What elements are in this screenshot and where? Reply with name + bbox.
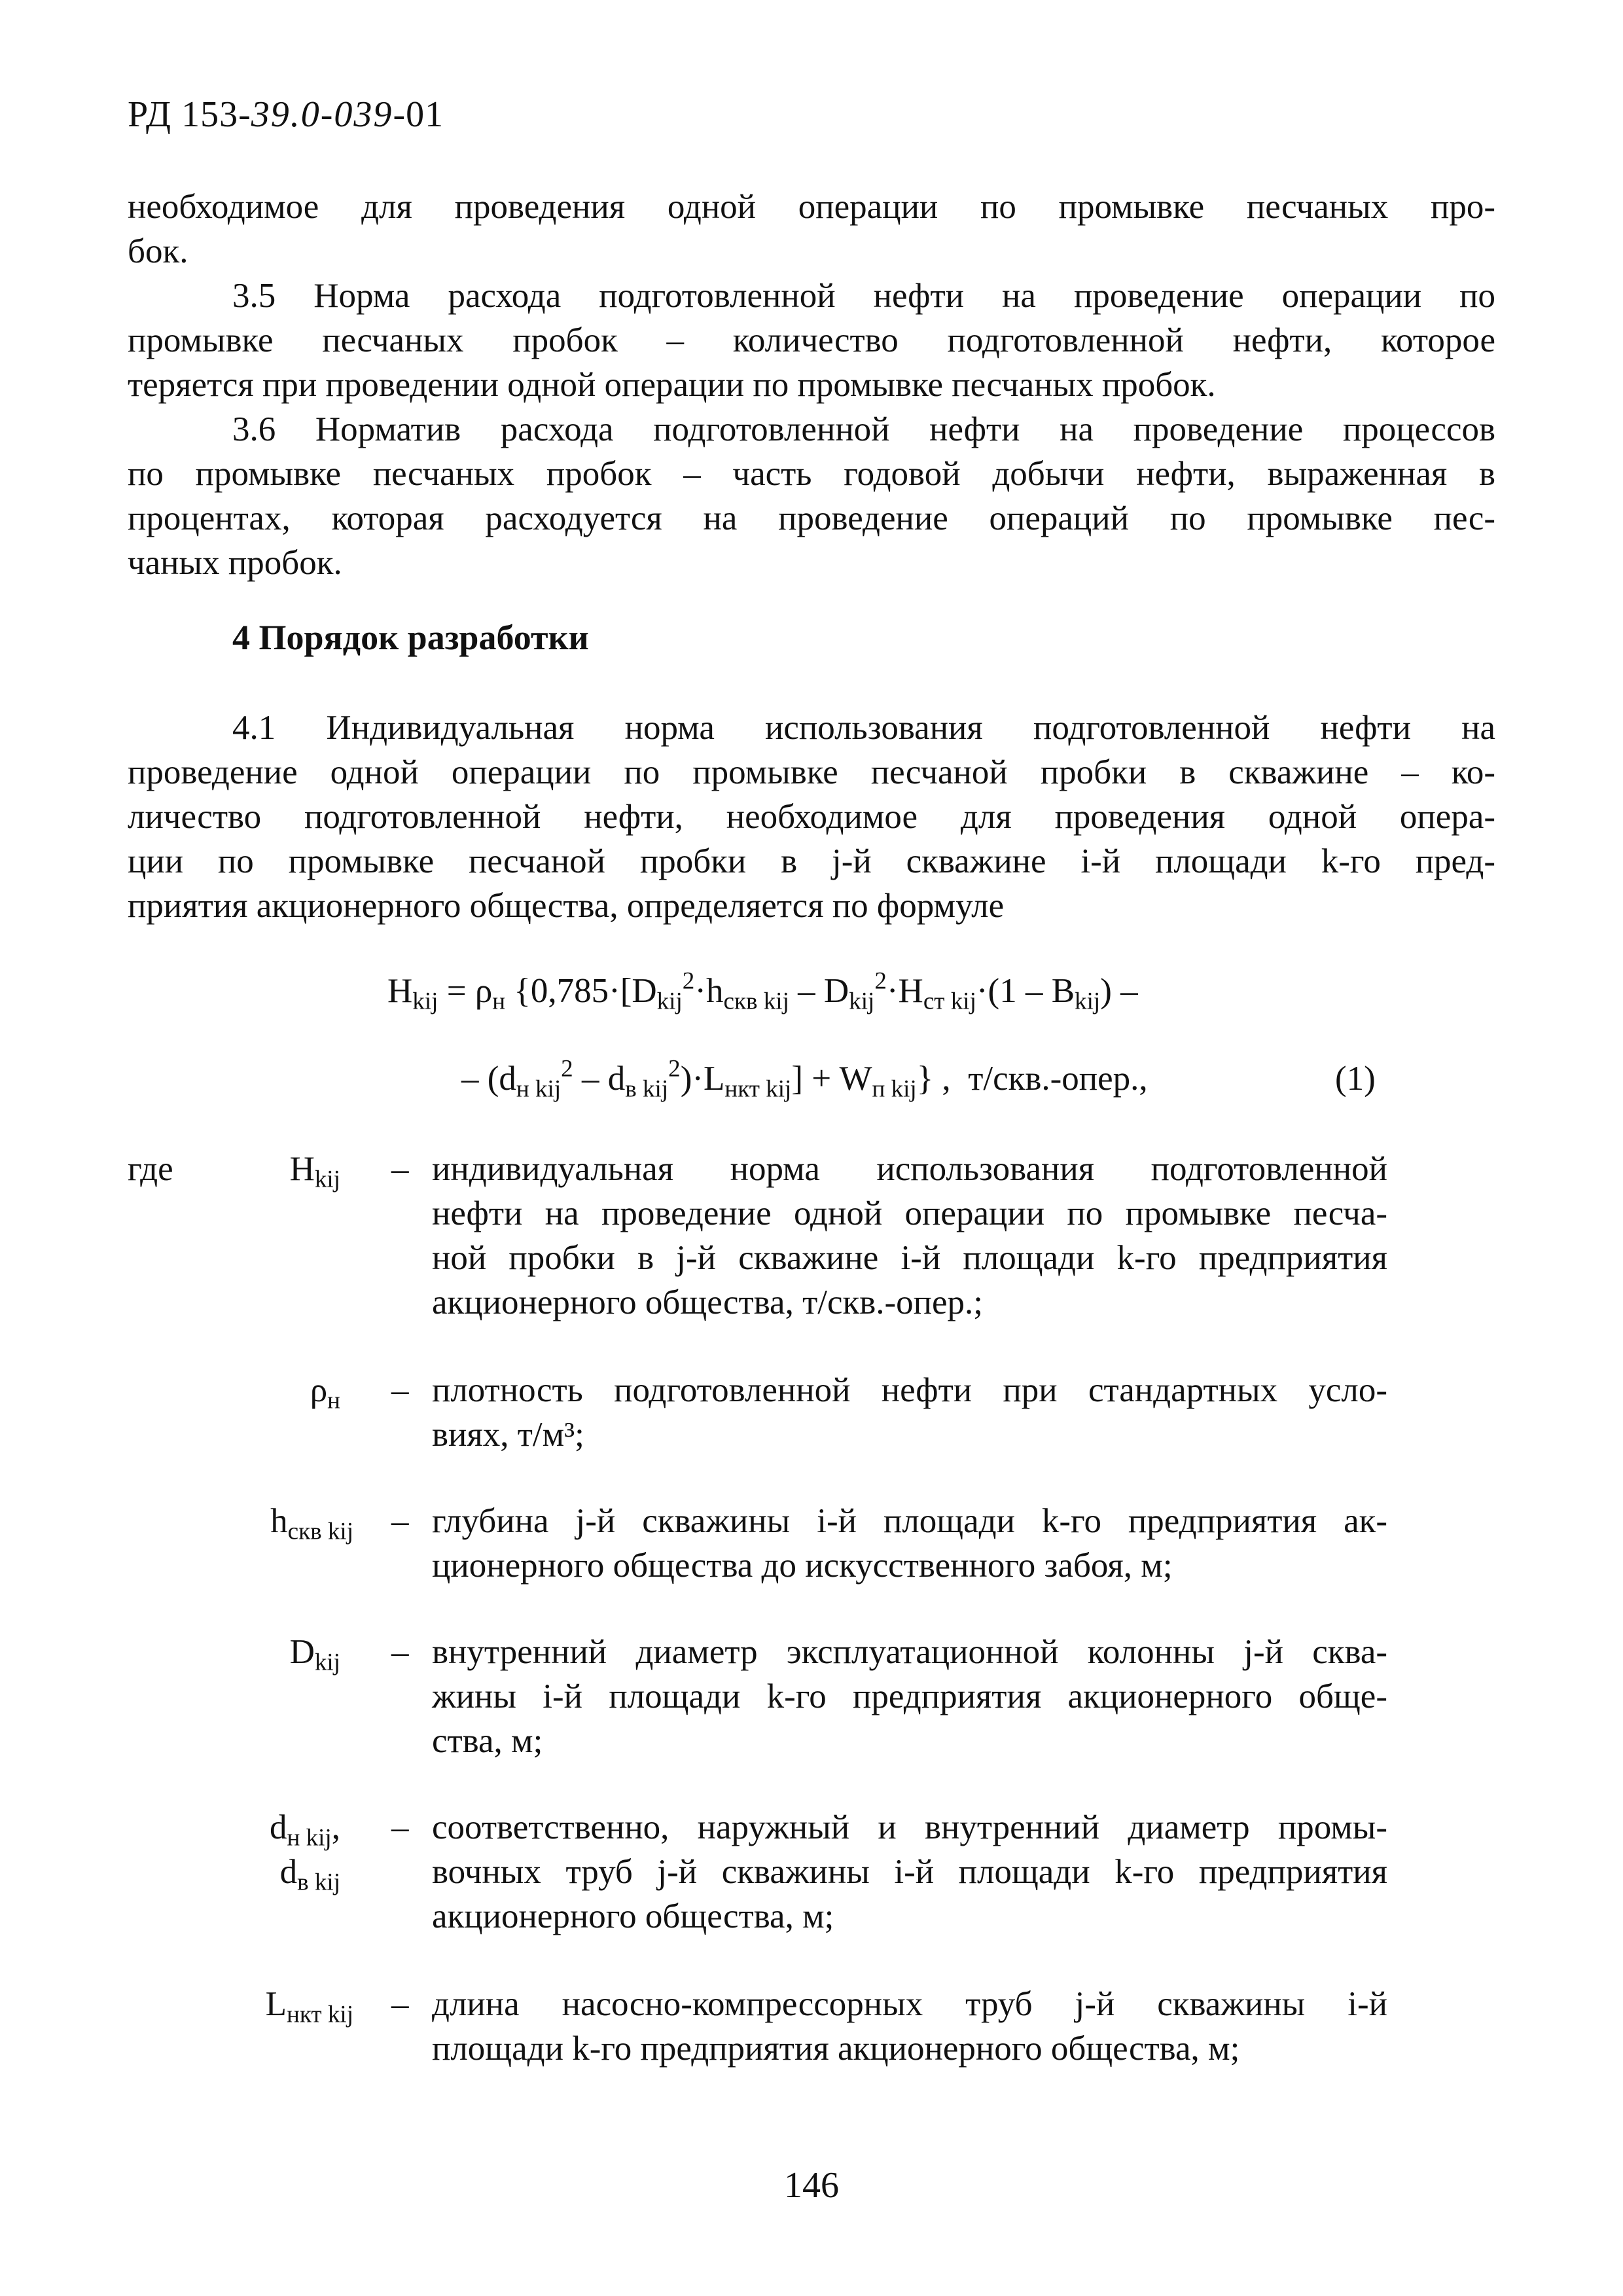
definition-dash: – — [391, 1633, 409, 1671]
document-code — [128, 92, 444, 137]
symbol-h-skv-kij: $h_{скв kij}$ — [270, 1502, 353, 1545]
definition-dash: – — [391, 1150, 409, 1188]
definition-line: ства, м; — [432, 1722, 543, 1760]
definition-dash: – — [391, 1808, 409, 1846]
definition-line: нефти на проведение одной операции по промывке песча- — [432, 1194, 1387, 1232]
paragraph-line: 3.5 Норма расхода подготовленной нефти на проведение операции по — [232, 277, 1495, 315]
paragraph-line: ции по промывке песчаной пробки в j-й скважине i-й площади k-го пред- — [128, 842, 1495, 880]
definition-line: плотность подготовленной нефти при стандартных усло- — [432, 1371, 1387, 1409]
symbol-H-kij: $H_{kij}$ — [289, 1150, 340, 1193]
definition-line: глубина j-й скважины i-й площади k-го предприятия ак- — [432, 1502, 1387, 1540]
paragraph-line: теряется при проведении одной операции по промывке песчаных пробок. — [128, 366, 1216, 404]
paragraph-line: бок. — [128, 232, 188, 270]
symbol-d-v-kij: $d_{в kij}$ — [279, 1853, 340, 1896]
where-label: где — [128, 1150, 173, 1188]
equation-number: (1) — [1335, 1060, 1376, 1098]
paragraph-line: проведение одной операции по промывке песчаной пробки в скважине – ко- — [128, 753, 1495, 791]
formula-unit: т/скв.-опер., — [968, 1060, 1148, 1098]
definition-dash: – — [391, 1371, 409, 1409]
definition-line: жины i-й площади k-го предприятия акционерного обще- — [432, 1677, 1387, 1715]
definition-line: внутренний диаметр эксплуатационной колонны j-й сква- — [432, 1633, 1387, 1671]
definition-line: индивидуальная норма использования подготовленной — [432, 1150, 1387, 1188]
definition-line: ной пробки в j-й скважине i-й площади k-го предприятия — [432, 1239, 1387, 1277]
paragraph-line: промывке песчаных пробок – количество подготовленной нефти, которое — [128, 321, 1495, 359]
definition-line: акционерного общества, м; — [432, 1897, 834, 1935]
document-code-handwritten: 39.0-039 — [251, 94, 393, 135]
definition-line: вочных труб j-й скважины i-й площади k-го предприятия — [432, 1853, 1387, 1891]
page-number: 146 — [784, 2165, 839, 2206]
definition-line: длина насосно-компрессорных труб j-й скважины i-й — [432, 1985, 1387, 2023]
section-heading: 4 Порядок разработки — [232, 618, 589, 657]
definition-dash: – — [391, 1985, 409, 2023]
paragraph-line: необходимое для проведения одной операции по промывке песчаных про- — [128, 188, 1495, 226]
formula-line-2: – $(d_{н kij}^2 - d_{в kij}^2)\cdot L_{нкт kij}] + W_{п kij}$} , т/скв.-опер., — [461, 1055, 1148, 1103]
paragraph-line: по промывке песчаных пробок – часть годовой добычи нефти, выраженная в — [128, 455, 1495, 493]
symbol-rho-n: $\rho_н$ — [310, 1371, 340, 1414]
definition-line: ционерного общества до искусственного забоя, м; — [432, 1547, 1173, 1585]
paragraph-line: 4.1 Индивидуальная норма использования подготовленной нефти на — [232, 709, 1495, 747]
paragraph-line: 3.6 Норматив расхода подготовленной нефти на проведение процессов — [232, 410, 1495, 448]
paragraph-line: чаных пробок. — [128, 544, 342, 582]
document-code-prefix: РД 153- — [128, 94, 251, 135]
symbol-D-kij: $D_{kij}$ — [289, 1633, 340, 1676]
document-code-suffix: -01 — [393, 94, 444, 135]
symbol-L-nkt-kij: $L_{нкт kij}$ — [265, 1985, 353, 2028]
definition-dash: – — [391, 1502, 409, 1540]
definition-line: соответственно, наружный и внутренний диаметр промы- — [432, 1808, 1387, 1846]
paragraph-line: приятия акционерного общества, определяется по формуле — [128, 887, 1005, 925]
definition-line: площади k-го предприятия акционерного общества, м; — [432, 2030, 1240, 2068]
paragraph-line: личество подготовленной нефти, необходимое для проведения одной опера- — [128, 798, 1495, 836]
symbol-d-n-kij: $d_{н kij}$, — [269, 1808, 340, 1852]
paragraph-line: процентах, которая расходуется на проведение операций по промывке пес- — [128, 499, 1495, 537]
formula-line-1: $H_{kij} = \rho_н$ {$0,785\cdot[D_{kij}^2\cdot h_{скв kij} - D_{kij}^2\cdot H_{ст kij}\cdot(1 - B_{kij})$ – — [387, 967, 1138, 1015]
definition-line: виях, т/м³; — [432, 1416, 584, 1454]
definition-line: акционерного общества, т/скв.-опер.; — [432, 1283, 984, 1321]
